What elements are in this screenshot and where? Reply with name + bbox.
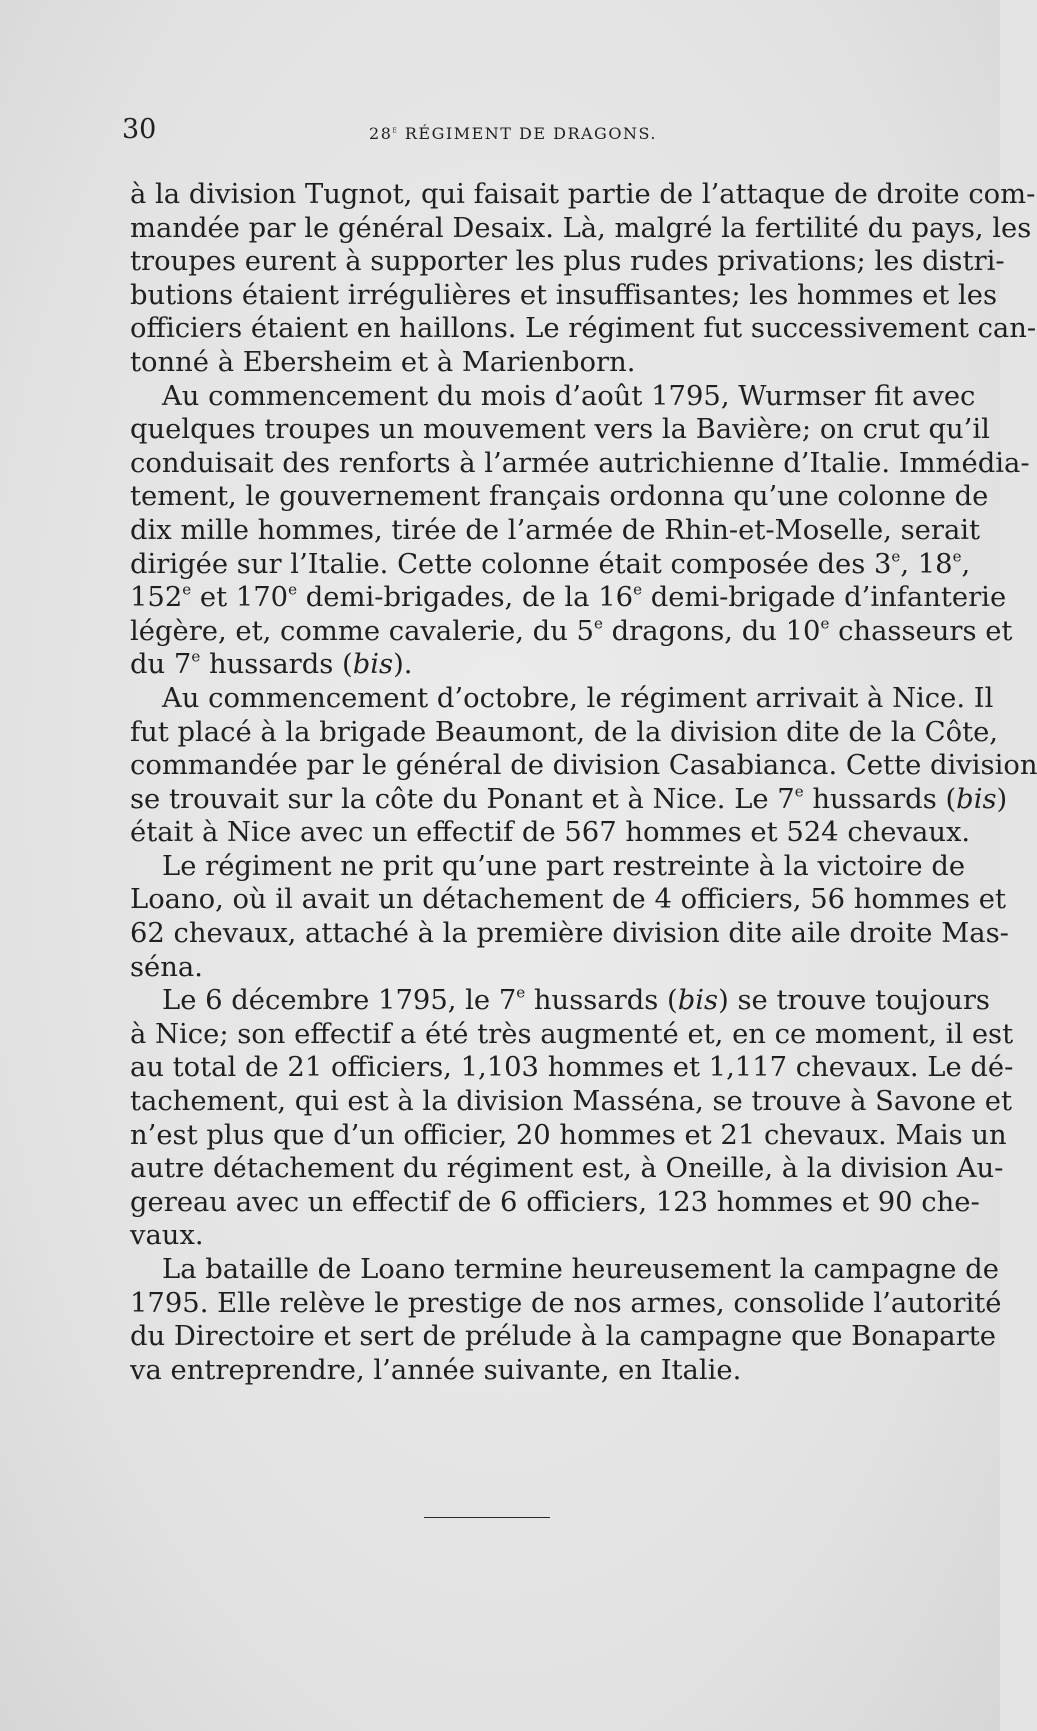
- text-line: troupes eurent à supporter les plus rudes privations; les distri-: [130, 246, 1005, 278]
- text-line: tachement, qui est à la division Masséna, se trouve à Savone et: [130, 1086, 1012, 1118]
- paragraph: [130, 850, 1009, 984]
- text-line: dix mille hommes, tirée de l’armée de Rhin-et-Moselle, serait: [130, 514, 981, 546]
- text-line: était à Nice avec un effectif de 567 hommes et 524 chevaux.: [130, 817, 971, 849]
- text-line: Le 6 décembre 1795, le 7e hussards (bis) se trouve toujours: [162, 983, 990, 1017]
- text-line: à la division Tugnot, qui faisait partie de l’attaque de droite com-: [130, 179, 1036, 210]
- text-line: au total de 21 officiers, 1,103 hommes et 1,117 chevaux. Le dé-: [130, 1052, 1014, 1084]
- text-line: commandée par le général de division Casabianca. Cette division: [130, 750, 1037, 782]
- text-line: du Directoire et sert de prélude à la campagne que Bonaparte: [130, 1321, 996, 1353]
- text-line: dirigée sur l’Italie. Cette colonne était composée des 3e, 18e,: [130, 547, 971, 580]
- text-line: 62 chevaux, attaché à la première division dite aile droite Mas-: [130, 918, 1009, 950]
- text-line: Au commencement du mois d’août 1795, Wurmser fit avec: [162, 380, 976, 412]
- text-line: tonné à Ebersheim et à Marienborn.: [130, 346, 636, 378]
- text-line: officiers étaient en haillons. Le régiment fut successivement can-: [130, 313, 1037, 345]
- text-line: se trouvait sur la côte du Ponant et à Nice. Le 7e hussards (bis): [130, 782, 1008, 815]
- end-rule: [424, 1517, 550, 1518]
- text-line: va entreprendre, l’année suivante, en Italie.: [130, 1354, 742, 1386]
- paragraph: [130, 1253, 1002, 1387]
- page-number: 30: [122, 114, 157, 145]
- text-line: séna.: [130, 951, 203, 983]
- text-line: Loano, où il avait un détachement de 4 officiers, 56 hommes et: [130, 884, 1007, 916]
- text-line: tement, le gouvernement français ordonna qu’une colonne de: [130, 481, 989, 513]
- text-line: autre détachement du régiment est, à Oneille, à la division Au-: [130, 1153, 1004, 1185]
- text-line: gereau avec un effectif de 6 officiers, 123 hommes et 90 che-: [130, 1186, 980, 1218]
- paragraph: [130, 178, 1037, 380]
- text-line: à Nice; son effectif a été très augmenté et, en ce moment, il est: [130, 1018, 1014, 1050]
- text-line: La bataille de Loano termine heureusement la campagne de: [162, 1254, 999, 1285]
- text-line: fut placé à la brigade Beaumont, de la division dite de la Côte,: [130, 716, 999, 748]
- text-line: 152e et 170e demi-brigades, de la 16e demi-brigade d’infanterie: [130, 580, 1007, 614]
- text-line: Le régiment ne prit qu’une part restreinte à la victoire de: [162, 850, 966, 882]
- text-line: conduisait des renforts à l’armée autrichienne d’Italie. Immédia-: [130, 447, 1030, 479]
- paragraph: [130, 380, 1030, 682]
- text-line: légère, et, comme cavalerie, du 5e dragons, du 10e chasseurs et: [130, 614, 1013, 647]
- text-line: du 7e hussards (bis).: [130, 648, 413, 681]
- text-line: butions étaient irrégulières et insuffisantes; les hommes et les: [130, 279, 998, 311]
- text-line: n’est plus que d’un officier, 20 hommes et 21 chevaux. Mais un: [130, 1119, 1007, 1151]
- text-line: 1795. Elle relève le prestige de nos armes, consolide l’autorité: [130, 1287, 1002, 1319]
- paragraph: [130, 682, 1037, 850]
- page-header: [122, 114, 904, 154]
- body-text: [130, 178, 1037, 1387]
- text-line: Au commencement d’octobre, le régiment arrivait à Nice. Il: [162, 682, 994, 714]
- paragraph: [130, 983, 1014, 1253]
- text-line: quelques troupes un mouvement vers la Bavière; on crut qu’il: [130, 414, 990, 446]
- text-line: vaux.: [130, 1220, 204, 1252]
- running-head: 28e RÉGIMENT DE DRAGONS.: [369, 124, 657, 143]
- text-line: mandée par le général Desaix. Là, malgré la fertilité du pays, les: [130, 212, 1032, 244]
